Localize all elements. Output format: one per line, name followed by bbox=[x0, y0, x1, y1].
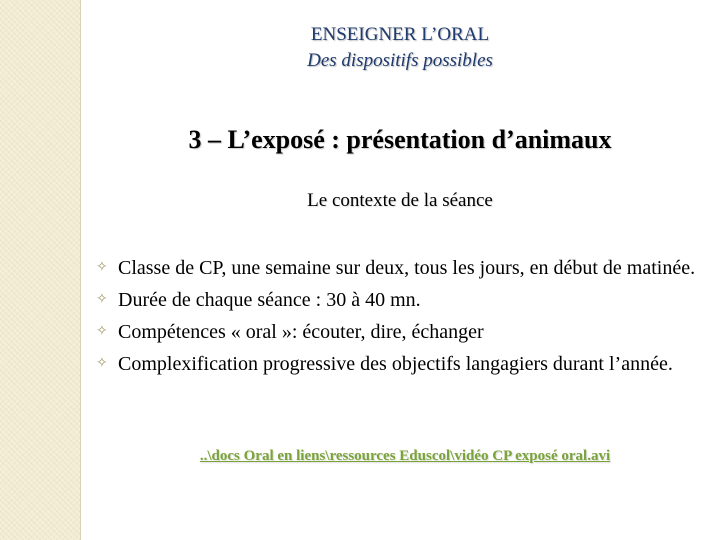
header-title: ENSEIGNER L’ORAL bbox=[310, 24, 490, 45]
context-heading: Le contexte de la séance bbox=[307, 190, 493, 211]
slide-header bbox=[80, 22, 720, 74]
diamond-bullet-icon: ✧ bbox=[96, 260, 108, 275]
decorative-side-panel bbox=[0, 0, 80, 540]
bullet-item bbox=[96, 348, 708, 380]
bullet-text: Compétences « oral »: écouter, dire, échanger bbox=[118, 321, 484, 343]
bullet-text: Complexification progressive des objectifs langagiers durant l’année. bbox=[118, 353, 673, 375]
bullet-item bbox=[96, 252, 708, 284]
header-subtitle: Des dispositifs possibles bbox=[307, 50, 493, 71]
bullet-list bbox=[96, 252, 708, 380]
diamond-bullet-icon: ✧ bbox=[96, 324, 108, 339]
video-file-link[interactable]: ..\docs Oral en liens\ressources Eduscol\vidéo CP exposé oral.avi bbox=[199, 448, 611, 464]
diamond-bullet-icon: ✧ bbox=[96, 356, 108, 371]
bullet-item bbox=[96, 316, 708, 348]
diamond-bullet-icon: ✧ bbox=[96, 292, 108, 307]
slide-title: 3 – L’exposé : présentation d’animaux bbox=[188, 125, 612, 154]
bullet-item bbox=[96, 284, 708, 316]
bullet-text: Durée de chaque séance : 30 à 40 mn. bbox=[118, 289, 421, 311]
bullet-text: Classe de CP, une semaine sur deux, tous les jours, en début de matinée. bbox=[118, 257, 696, 279]
